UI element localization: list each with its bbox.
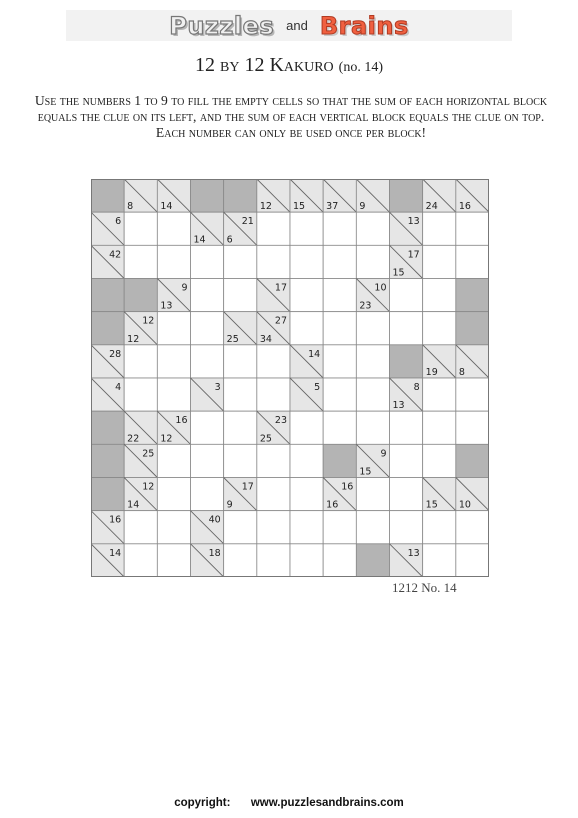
answer-cell-r10-c5[interactable]	[257, 511, 290, 544]
answer-cell-r9-c6[interactable]	[290, 478, 323, 511]
block-cell-r3-c11	[456, 279, 489, 312]
across-clue: 14	[308, 348, 321, 360]
across-clue: 5	[314, 382, 321, 393]
block-cell-r9-c0	[91, 478, 124, 511]
answer-cell-r9-c8[interactable]	[356, 478, 389, 511]
down-clue: 8	[127, 201, 134, 213]
answer-cell-r9-c3[interactable]	[191, 478, 224, 511]
block-cell-r3-c0	[91, 279, 124, 312]
puzzle-id: 1212 No. 14	[392, 580, 457, 595]
answer-cell-r11-c6[interactable]	[290, 544, 323, 577]
answer-cell-r6-c4[interactable]	[224, 378, 257, 411]
answer-cell-r5-c5[interactable]	[257, 345, 290, 378]
across-clue: 21	[241, 216, 254, 228]
block-cell-r4-c11	[456, 312, 489, 345]
down-clue: 6	[226, 234, 233, 246]
down-clue: 23	[359, 300, 372, 312]
answer-cell-r10-c2[interactable]	[157, 511, 190, 544]
answer-cell-r10-c10[interactable]	[423, 511, 456, 544]
across-clue: 16	[109, 514, 122, 526]
answer-cell-r8-c2[interactable]	[157, 444, 190, 477]
down-clue: 25	[226, 333, 239, 345]
answer-cell-r1-c6[interactable]	[290, 212, 323, 245]
across-clue: 17	[274, 282, 287, 294]
down-clue: 13	[392, 400, 405, 412]
answer-cell-r10-c11[interactable]	[456, 511, 489, 544]
answer-cell-r8-c10[interactable]	[423, 444, 456, 477]
across-clue: 42	[109, 249, 122, 261]
answer-cell-r1-c7[interactable]	[323, 212, 356, 245]
down-clue: 15	[293, 201, 306, 213]
down-clue: 12	[160, 433, 173, 445]
block-cell-r0-c9	[390, 179, 423, 212]
across-clue: 9	[181, 282, 188, 294]
answer-cell-r10-c7[interactable]	[323, 511, 356, 544]
answer-cell-r1-c2[interactable]	[157, 212, 190, 245]
answer-cell-r2-c10[interactable]	[423, 245, 456, 278]
answer-cell-r8-c3[interactable]	[191, 444, 224, 477]
across-clue: 27	[274, 315, 287, 327]
block-cell-r0-c0	[91, 179, 124, 212]
down-clue: 14	[127, 499, 140, 511]
answer-cell-r3-c6[interactable]	[290, 279, 323, 312]
logo-word-and: and	[286, 18, 308, 33]
answer-cell-r11-c5[interactable]	[257, 544, 290, 577]
footer	[0, 797, 578, 809]
across-clue: 3	[214, 382, 221, 393]
across-clue: 12	[142, 481, 155, 493]
answer-cell-r4-c7[interactable]	[323, 312, 356, 345]
title-main: 12 by 12 Kakuro	[195, 54, 334, 76]
answer-cell-r5-c8[interactable]	[356, 345, 389, 378]
answer-cell-r4-c9[interactable]	[390, 312, 423, 345]
across-clue: 16	[341, 481, 354, 493]
answer-cell-r3-c3[interactable]	[191, 279, 224, 312]
answer-cell-r2-c1[interactable]	[124, 245, 157, 278]
across-clue: 10	[374, 282, 387, 294]
copyright-label: copyright:	[174, 797, 231, 809]
answer-cell-r5-c1[interactable]	[124, 345, 157, 378]
answer-cell-r9-c9[interactable]	[390, 478, 423, 511]
answer-cell-r8-c5[interactable]	[257, 444, 290, 477]
logo-word-brains: Brains	[319, 11, 409, 40]
down-clue: 37	[326, 201, 339, 213]
answer-cell-r1-c11[interactable]	[456, 212, 489, 245]
answer-cell-r5-c3[interactable]	[191, 345, 224, 378]
block-cell-r7-c0	[91, 411, 124, 444]
across-clue: 8	[413, 382, 420, 393]
page-title	[0, 54, 578, 77]
kakuro-grid	[91, 179, 489, 577]
down-clue: 12	[127, 333, 140, 345]
answer-cell-r6-c8[interactable]	[356, 378, 389, 411]
across-clue: 12	[142, 315, 155, 327]
answer-cell-r2-c8[interactable]	[356, 245, 389, 278]
answer-cell-r9-c2[interactable]	[157, 478, 190, 511]
answer-cell-r1-c8[interactable]	[356, 212, 389, 245]
answer-cell-r7-c10[interactable]	[423, 411, 456, 444]
title-number: (no. 14)	[338, 60, 383, 75]
block-cell-r8-c0	[91, 444, 124, 477]
answer-cell-r1-c10[interactable]	[423, 212, 456, 245]
across-clue: 28	[109, 348, 122, 360]
answer-cell-r2-c5[interactable]	[257, 245, 290, 278]
answer-cell-r2-c2[interactable]	[157, 245, 190, 278]
answer-cell-r4-c3[interactable]	[191, 312, 224, 345]
answer-cell-r7-c7[interactable]	[323, 411, 356, 444]
down-clue: 9	[359, 201, 366, 213]
block-cell-r3-c1	[124, 279, 157, 312]
down-clue: 16	[326, 499, 339, 511]
down-clue: 15	[425, 499, 438, 511]
answer-cell-r8-c6[interactable]	[290, 444, 323, 477]
answer-cell-r11-c2[interactable]	[157, 544, 190, 577]
answer-cell-r7-c6[interactable]	[290, 411, 323, 444]
answer-cell-r3-c10[interactable]	[423, 279, 456, 312]
down-clue: 13	[160, 300, 173, 312]
down-clue: 12	[259, 201, 272, 213]
block-cell-r8-c7	[323, 444, 356, 477]
answer-cell-r3-c7[interactable]	[323, 279, 356, 312]
answer-cell-r1-c1[interactable]	[124, 212, 157, 245]
down-clue: 24	[425, 201, 438, 213]
block-cell-r0-c3	[191, 179, 224, 212]
across-clue: 17	[241, 481, 254, 493]
answer-cell-r11-c1[interactable]	[124, 544, 157, 577]
answer-cell-r7-c9[interactable]	[390, 411, 423, 444]
answer-cell-r7-c11[interactable]	[456, 411, 489, 444]
across-clue: 16	[175, 415, 188, 427]
answer-cell-r5-c7[interactable]	[323, 345, 356, 378]
answer-cell-r6-c2[interactable]	[157, 378, 190, 411]
down-clue: 16	[458, 201, 471, 213]
answer-cell-r10-c8[interactable]	[356, 511, 389, 544]
answer-cell-r11-c7[interactable]	[323, 544, 356, 577]
answer-cell-r6-c7[interactable]	[323, 378, 356, 411]
answer-cell-r8-c4[interactable]	[224, 444, 257, 477]
down-clue: 14	[160, 201, 173, 213]
answer-cell-r10-c1[interactable]	[124, 511, 157, 544]
answer-cell-r1-c5[interactable]	[257, 212, 290, 245]
answer-cell-r4-c2[interactable]	[157, 312, 190, 345]
answer-cell-r8-c9[interactable]	[390, 444, 423, 477]
across-clue: 18	[208, 547, 221, 559]
answer-cell-r9-c5[interactable]	[257, 478, 290, 511]
across-clue: 13	[407, 216, 420, 228]
across-clue: 23	[274, 415, 287, 427]
answer-cell-r4-c10[interactable]	[423, 312, 456, 345]
answer-cell-r7-c3[interactable]	[191, 411, 224, 444]
answer-cell-r2-c4[interactable]	[224, 245, 257, 278]
answer-cell-r2-c3[interactable]	[191, 245, 224, 278]
answer-cell-r3-c4[interactable]	[224, 279, 257, 312]
site-logo-banner	[66, 10, 512, 41]
answer-cell-r5-c2[interactable]	[157, 345, 190, 378]
answer-cell-r10-c9[interactable]	[390, 511, 423, 544]
down-clue: 25	[259, 433, 272, 445]
answer-cell-r10-c4[interactable]	[224, 511, 257, 544]
answer-cell-r6-c5[interactable]	[257, 378, 290, 411]
answer-cell-r2-c11[interactable]	[456, 245, 489, 278]
down-clue: 15	[392, 267, 405, 279]
across-clue: 13	[407, 547, 420, 559]
answer-cell-r11-c4[interactable]	[224, 544, 257, 577]
answer-cell-r2-c7[interactable]	[323, 245, 356, 278]
answer-cell-r6-c1[interactable]	[124, 378, 157, 411]
across-clue: 4	[115, 382, 122, 393]
answer-cell-r7-c8[interactable]	[356, 411, 389, 444]
across-clue: 25	[142, 448, 155, 460]
block-cell-r0-c4	[224, 179, 257, 212]
answer-cell-r4-c8[interactable]	[356, 312, 389, 345]
down-clue: 8	[458, 367, 465, 378]
answer-cell-r4-c6[interactable]	[290, 312, 323, 345]
answer-cell-r5-c4[interactable]	[224, 345, 257, 378]
answer-cell-r6-c10[interactable]	[423, 378, 456, 411]
down-clue: 15	[359, 466, 372, 478]
answer-cell-r3-c9[interactable]	[390, 279, 423, 312]
down-clue: 9	[226, 499, 233, 511]
block-cell-r4-c0	[91, 312, 124, 345]
answer-cell-r6-c11[interactable]	[456, 378, 489, 411]
block-cell-r5-c9	[390, 345, 423, 378]
answer-cell-r10-c6[interactable]	[290, 511, 323, 544]
site-link[interactable]: www.puzzlesandbrains.com	[250, 797, 404, 809]
answer-cell-r2-c6[interactable]	[290, 245, 323, 278]
answer-cell-r11-c11[interactable]	[456, 544, 489, 577]
across-clue: 6	[115, 216, 122, 228]
down-clue: 34	[259, 333, 272, 345]
block-cell-r8-c11	[456, 444, 489, 477]
block-cell-r11-c8	[356, 544, 389, 577]
down-clue: 19	[425, 367, 438, 378]
across-clue: 40	[208, 514, 221, 526]
logo-word-puzzles: Puzzles	[169, 11, 275, 40]
down-clue: 10	[458, 499, 471, 511]
down-clue: 22	[127, 433, 140, 445]
across-clue: 17	[407, 249, 420, 261]
answer-cell-r7-c4[interactable]	[224, 411, 257, 444]
answer-cell-r11-c10[interactable]	[423, 544, 456, 577]
across-clue: 9	[380, 448, 387, 460]
across-clue: 14	[109, 547, 122, 559]
instructions-text: Use the numbers 1 to 9 to fill the empty cells so that the sum of each horizontal block equals the clue on its left, and the sum of each vertical block equals the clue on top. Each number can only be used once per block!	[34, 93, 548, 140]
down-clue: 14	[193, 234, 206, 246]
